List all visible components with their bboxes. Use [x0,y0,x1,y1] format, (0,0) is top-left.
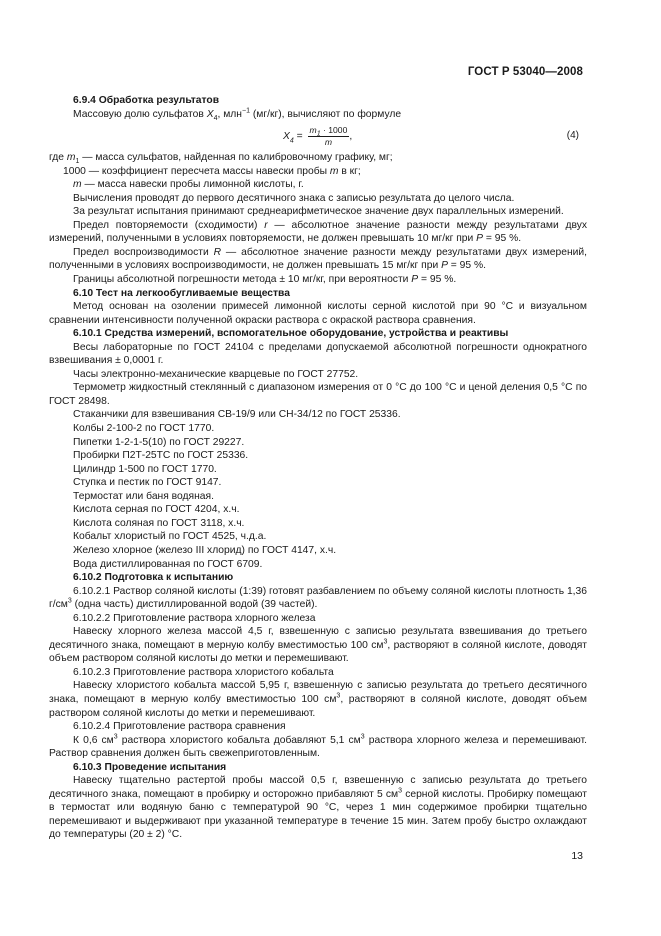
list-item: Весы лабораторные по ГОСТ 24104 с пределами допускаемой абсолютной погрешности однократного взвешивания ± 0,0001 г. [49,341,587,367]
section-heading-6-10: 6.10 Тест на легкообугливаемые вещества [73,287,290,299]
list-item: Колбы 2-100-2 по ГОСТ 1770. [73,423,215,435]
document-body [49,94,587,842]
list-item: Стаканчики для взвешивания СВ-19/9 или СН-34/12 по ГОСТ 25336. [73,409,401,421]
list-item: Термостат или баня водяная. [73,490,214,502]
where-m1: где $m_1$ — масса сульфатов, найденная по калибровочному графику, мг; [49,152,393,166]
paragraph-reproducibility: Предел воспроизводимости R — абсолютное значение разности между результатами двух измерений, полученными в условиях воспроизводимости, не должен превышать 15 мг/кг при P = 95 %. [49,246,587,272]
section-heading-6-10-1: 6.10.1 Средства измерений, вспомогательное оборудование, устройства и реактивы [73,328,509,340]
paragraph-iron-chloride: Навеску хлорного железа массой 4,5 г, взвешенную с записью результата взвешивания до третьего десятичного знака, помещают в мерную колбу вместимостью 100 $см^3$, растворяют в соляной кислоте, доводят объем раствором соляной кислоты до метки и перемешивают. [49,626,587,665]
formula-number: (4) [566,130,579,142]
paragraph-hcl-solution: 6.10.2.1 Раствор соляной кислоты (1:39) готовят разбавлением по объему соляной кислоты плотность 1,36 $г/см^3$ (одна часть) дистиллированной водой (39 частей). [49,585,587,611]
section-heading-6-10-3: 6.10.3 Проведение испытания [73,761,227,773]
paragraph-error-bounds: Границы абсолютной погрешности метода ± 10 мг/кг, при вероятности P = 95 %. [73,274,457,286]
where-1000: 1000 — коэффициент пересчета массы навески пробы m в кг; [63,165,361,177]
where-m: m — масса навески пробы лимонной кислоты, г. [73,179,304,191]
list-item: Пробирки П2Т-25ТС по ГОСТ 25336. [73,450,249,462]
page-number: 13 [571,850,583,862]
list-item: Кобальт хлористый по ГОСТ 4525, ч.д.а. [73,531,267,543]
paragraph-procedure: Навеску тщательно растертой пробы массой 0,5 г, взвешенную с записью результата до третьего десятичного знака, помещают в пробирку и осторожно прибавляют 5 $см^3$ серной кислоты. Пробирку помещают в термостат или водяную баню с температурой 90 °С, через 1 мин содержимое пробирки тщательно перемешивают и выдерживают при указанной температуре в течение 15 мин. Затем пробу быстро охлаждают до температуры (20 ± 2) °С. [49,775,587,841]
list-item: Термометр жидкостный стеклянный с диапазоном измерения от 0 °С до 100 °С и ценой деления 0,5 °С по ГОСТ 28498. [49,382,587,407]
paragraph-repeatability: Предел повторяемости (сходимости) r — абсолютное значение разности между результатами двух измерений, полученными в условиях повторяемости, не должен превышать 10 мг/кг при P = 95 %. [49,219,588,245]
list-item: Часы электронно-механические кварцевые по ГОСТ 27752. [73,368,359,380]
paragraph-cobalt-chloride: Навеску хлористого кобальта массой 5,95 г, взвешенную с записью результата до третьего десятичного знака, помещают в мерную колбу вместимостью 100 $см^3$, растворяют в соляной кислоте, доводят объем раствором соляной кислоты до метки и перемешивают. [49,680,587,719]
paragraph-result: За результат испытания принимают среднеарифметическое значение двух параллельных измерений. [73,206,564,218]
section-heading-6-9-4: 6.9.4 Обработка результатов [73,95,220,106]
list-item: Железо хлорное (железо III хлорид) по ГОСТ 4147, х.ч. [73,544,337,556]
formula-4 [49,121,587,151]
list-item: Вода дистиллированная по ГОСТ 6709. [73,558,263,570]
subheading-cobalt-chloride: 6.10.2.3 Приготовление раствора хлористого кобальта [73,666,334,678]
list-item: Кислота соляная по ГОСТ 3118, х.ч. [73,517,245,529]
subheading-iron-chloride: 6.10.2.2 Приготовление раствора хлорного железа [73,612,316,624]
paragraph-reference-solution: К 0,6 $см^3$ раствора хлористого кобальта добавляют 5,1 $см^3$ раствора хлорного железа и перемешивают. Раствор сравнения должен быть свежеприготовленным. [49,733,587,760]
list-item: Кислота серная по ГОСТ 4204, х.ч. [73,504,240,516]
list-item: Пипетки 1-2-1-5(10) по ГОСТ 29227. [73,436,245,448]
document-header: ГОСТ Р 53040—2008 [467,66,583,78]
formula-intro: Массовую долю сульфатов $X_4$, млн$^{-1}$ (мг/кг), вычисляют по формуле [73,107,402,122]
list-item: Цилиндр 1-500 по ГОСТ 1770. [73,463,217,475]
list-item: Ступка и пестик по ГОСТ 9147. [73,477,222,489]
section-heading-6-10-2: 6.10.2 Подготовка к испытанию [73,572,234,584]
formula-expression: $X_4$ = $\frac{m_1 \cdot 1000}{m}$ , [283,125,353,148]
subheading-reference-solution: 6.10.2.4 Приготовление раствора сравнения [73,721,286,733]
paragraph-rounding: Вычисления проводят до первого десятичного знака с записью результата до целого числа. [73,192,515,204]
paragraph-method: Метод основан на озолении примесей лимонной кислоты серной кислотой при 90 °С и визуальном сравнении интенсивности полученной окраски раствора с окраской раствора сравнения. [49,301,587,326]
formula-fraction: $\frac{m_1 \cdot 1000}{m}$ [309,125,348,148]
